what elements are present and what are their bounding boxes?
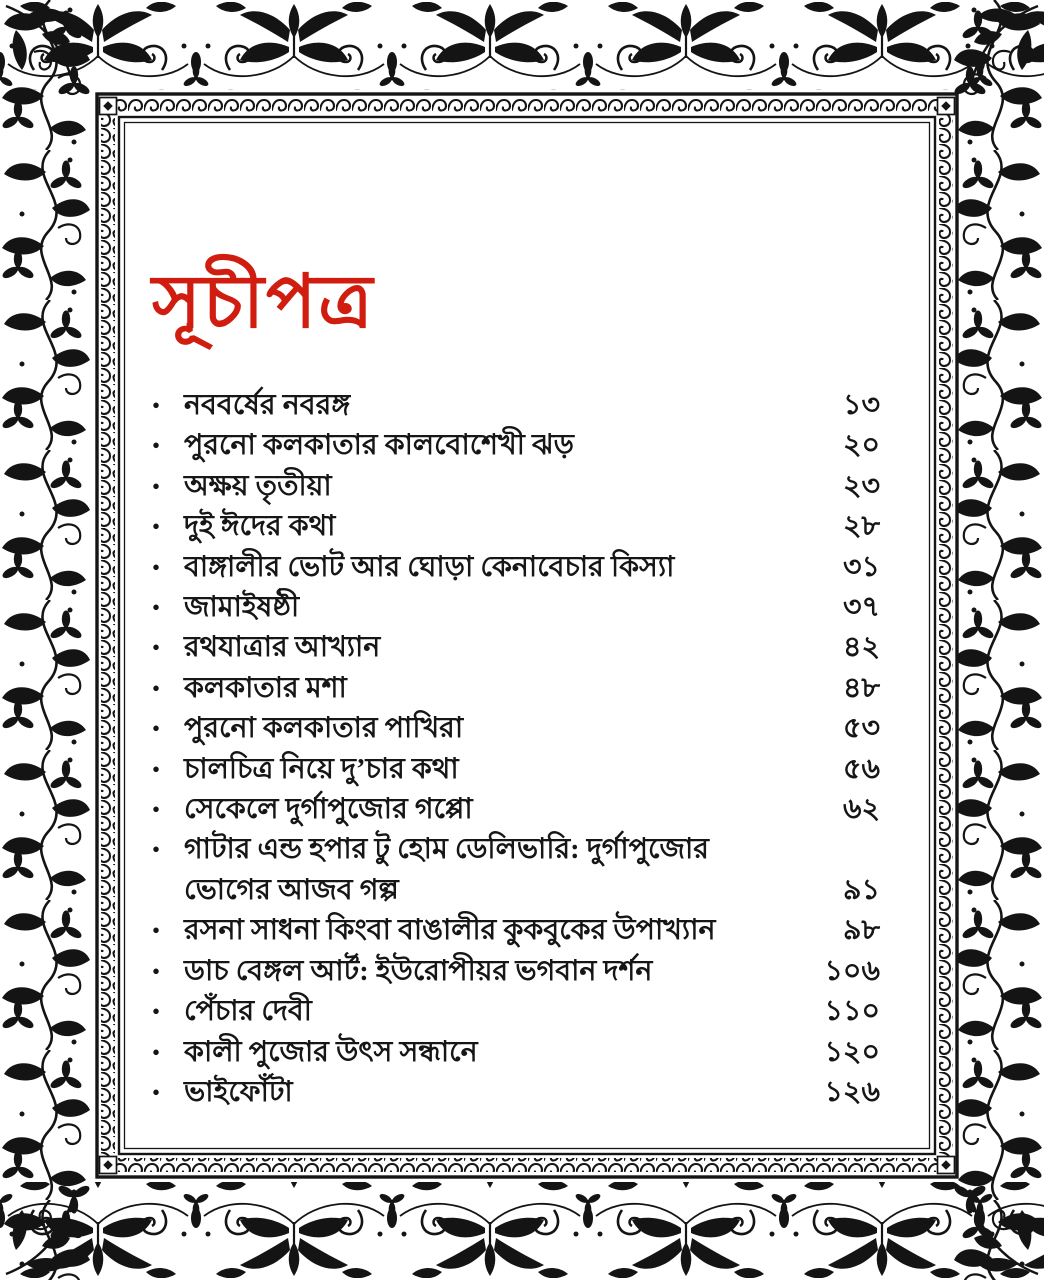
toc-entry-title: বাঙ্গালীর ভোট আর ঘোড়া কেনাবেচার কিস্যা — [184, 551, 675, 583]
toc-entry-title: চালচিত্র নিয়ে দু’চার কথা — [184, 753, 459, 785]
toc-entry-title: রথযাত্রার আখ্যান — [184, 632, 381, 664]
floral-border-top — [0, 2, 1044, 90]
toc-entry-title: পুরনো কলকাতার পাখিরা — [184, 713, 464, 745]
bullet-icon: • — [152, 756, 161, 782]
toc-entry-title: পুরনো কলকাতার কালবোশেখী ঝড় — [184, 430, 574, 462]
toc-entry-page: ৪২ — [842, 632, 880, 664]
toc-entry — [152, 467, 880, 507]
toc-entry — [152, 669, 880, 709]
bullet-icon: • — [152, 675, 161, 701]
toc-entry — [152, 548, 880, 588]
bullet-icon: • — [152, 1039, 161, 1065]
toc-entry-page: ১৩ — [842, 390, 880, 421]
toc-entry — [152, 992, 880, 1032]
toc-entry — [152, 1033, 880, 1073]
toc-entry-page: ৬২ — [842, 794, 880, 826]
toc-entry-page: ৫৩ — [842, 713, 880, 745]
toc-entry-title: দুই ঈদের কথা — [184, 511, 336, 543]
toc-list — [152, 386, 880, 1113]
toc-entry-page: ১২৬ — [824, 1076, 880, 1108]
bullet-icon: • — [152, 393, 161, 418]
toc-entry-page: ১১০ — [824, 996, 880, 1028]
toc-entry — [152, 709, 880, 749]
page-title: সূচীপত্র — [152, 259, 375, 345]
toc-entry-page: ৯১ — [843, 874, 880, 906]
toc-entry-page: ৩১ — [842, 551, 880, 583]
toc-entry — [152, 588, 880, 628]
band-corner-rosette — [938, 1157, 955, 1174]
bullet-icon: • — [152, 999, 161, 1025]
toc-entry-page: ২৮ — [842, 511, 880, 543]
bullet-icon: • — [152, 554, 161, 580]
band-corner-rosette — [100, 98, 117, 115]
band-corner-rosette — [938, 98, 955, 115]
bullet-icon: • — [152, 433, 161, 459]
toc-entry — [152, 790, 880, 830]
band-corner-rosette — [100, 1157, 117, 1174]
toc-entry-page: ১২০ — [824, 1036, 880, 1068]
toc-entry-title: সেকেলে দুর্গাপুজোর গপ্পো — [184, 794, 473, 826]
toc-content — [128, 128, 926, 1149]
scroll-band-bottom — [101, 1158, 953, 1172]
toc-entry-page: ১০৬ — [824, 955, 880, 987]
toc-entry — [152, 952, 880, 992]
toc-entry — [152, 507, 880, 547]
toc-entry-page: ৯৮ — [843, 915, 880, 947]
toc-entry-title: কলকাতার মশা — [184, 672, 347, 704]
bullet-icon: • — [152, 514, 161, 540]
toc-entry-page: ৪৮ — [843, 672, 880, 704]
toc-entry-page: ৫৬ — [842, 753, 880, 785]
floral-border-left — [2, 0, 90, 1280]
toc-entry — [152, 426, 880, 466]
bullet-icon: • — [152, 1079, 161, 1105]
bullet-icon: • — [152, 958, 161, 984]
toc-entry — [152, 911, 880, 951]
bullet-icon: • — [152, 837, 161, 863]
bullet-icon: • — [152, 635, 161, 661]
scroll-band-right — [939, 99, 953, 1172]
bullet-icon: • — [152, 797, 161, 823]
toc-entry-title: জামাইষষ্ঠী — [184, 592, 300, 624]
toc-entry-page: ২৩ — [842, 470, 880, 502]
toc-entry — [152, 830, 880, 911]
toc-entry — [152, 386, 880, 426]
toc-entry-title: অক্ষয় তৃতীয়া — [184, 470, 332, 502]
toc-entry-title: ভাইফোঁটা — [184, 1076, 293, 1108]
toc-entry-title: ডাচ বেঙ্গল আর্ট: ইউরোপীয়র ভগবান দর্শন — [184, 955, 653, 987]
toc-entry — [152, 1073, 880, 1113]
toc-entry-title: রসনা সাধনা কিংবা বাঙালীর কুকবুকের উপাখ্যান — [184, 915, 716, 947]
scroll-band-top — [101, 99, 953, 113]
toc-entry-title: গাটার এন্ড হপার টু হোম ডেলিভারি: দুর্গাপুজোর ভোগের আজব গল্প — [184, 834, 709, 906]
toc-entry-title: পেঁচার দেবী — [184, 996, 312, 1028]
toc-entry-page: ২০ — [842, 430, 880, 462]
floral-border-bottom — [0, 1182, 1044, 1278]
toc-entry-page: ৩৭ — [842, 592, 880, 624]
floral-border-right — [954, 0, 1042, 1280]
toc-entry-title: নববর্ষের নবরঙ্গ — [184, 390, 351, 421]
bullet-icon: • — [152, 918, 161, 944]
bullet-icon: • — [152, 595, 161, 621]
bullet-icon: • — [152, 473, 161, 499]
bullet-icon: • — [152, 716, 161, 742]
toc-entry-title: কালী পুজোর উৎস সন্ধানে — [184, 1036, 478, 1068]
toc-entry — [152, 750, 880, 790]
toc-entry — [152, 628, 880, 668]
scroll-band-left — [101, 99, 115, 1172]
